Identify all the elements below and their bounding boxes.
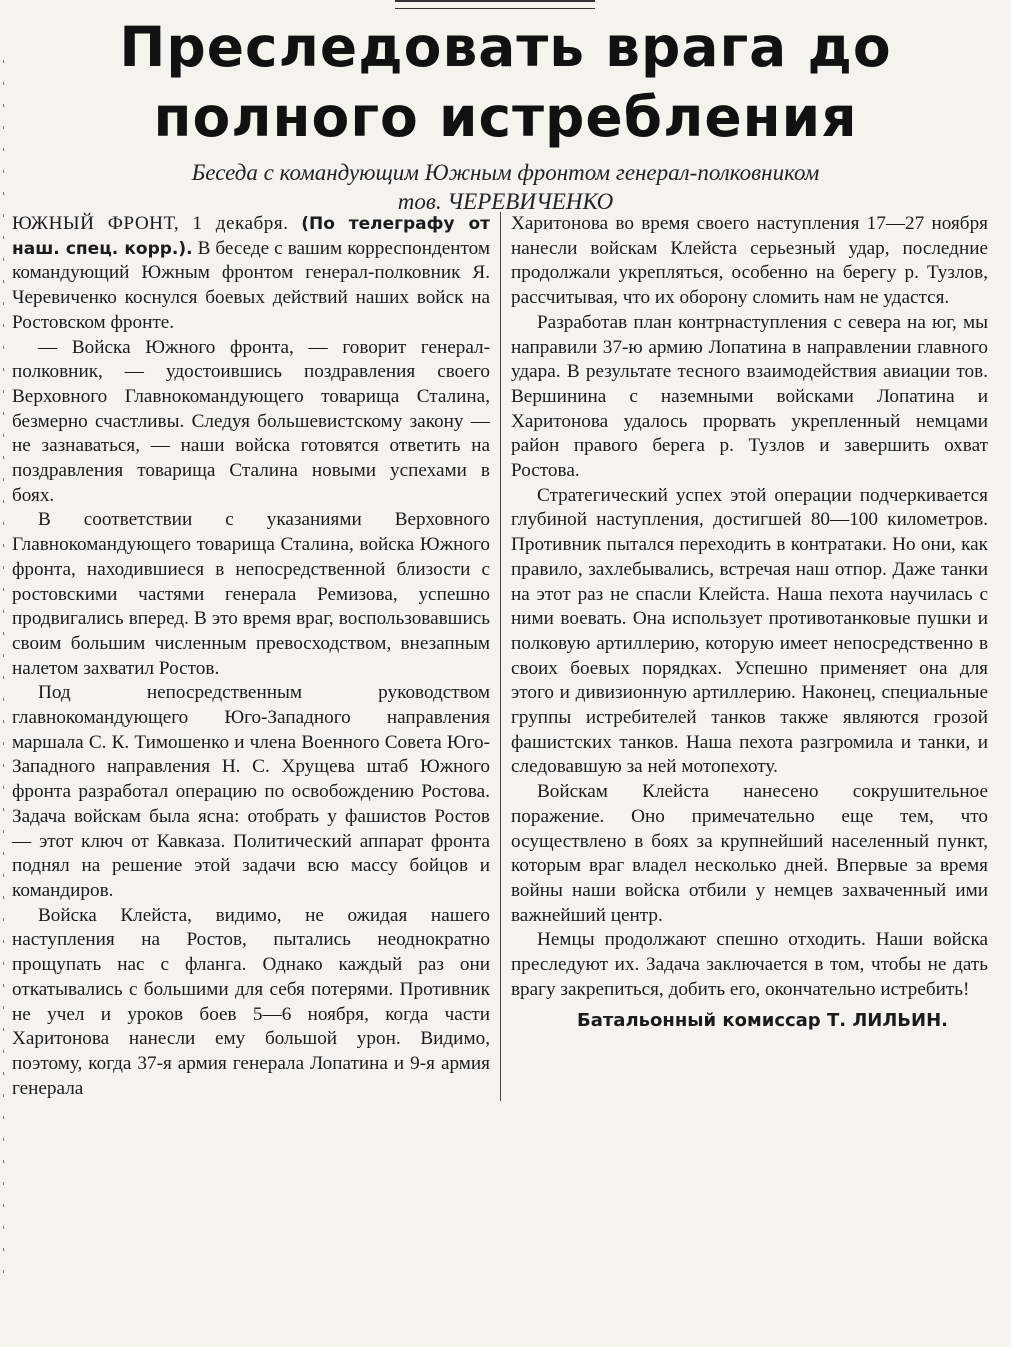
subheadline-line-2: тов. ЧЕРЕВИЧЕНКО — [397, 189, 614, 214]
lead-paragraph — [12, 212, 490, 336]
page-edge-rule — [3, 60, 4, 1290]
paragraph: Стратегический успех этой операции подчеркивается глубиной наступления, достигшей 80—100 километров. Противник пытался переходить в контратаки. Но они, как правило, захлебывались, встречая наш отпор. Даже танки на этот раз не спасли Клейста. Наша пехота научилась с ними воевать. Она использует противотанковые пушки и полковую артиллерию, которую имеет непосредственно в своих боевых порядках. Успешно применяет она для этого и дивизионную артиллерию. Наконец, специальные группы истребителей танков также являются грозой фашистских танков. Наша пехота разгромила и танки, и следовавшую за ней мотопехоту. — [511, 484, 988, 778]
subheadline — [10, 158, 1001, 216]
subheadline-line-1: Беседа с командующим Южным фронтом генерал-полковником — [191, 160, 820, 185]
headline-line-1: Преследовать врага до — [119, 15, 892, 79]
article-columns — [12, 212, 999, 1101]
paragraph: Немцы продолжают спешно отходить. Наши войска преследуют их. Задача заключается в том, чтобы не дать врагу закрепиться, добить его, окончательно истребить! — [511, 929, 988, 1000]
paragraph: Войска Клейста, видимо, не ожидая нашего наступления на Ростов, пытались неоднократно прощупать нас с фланга. Однако каждый раз они откатывались с большими для себя потерями. Противник не учел и уроков боев 5—6 ноября, когда части Харитонова нанесли ему большой урон. Видимо, поэтому, когда 37-я армия генерала Лопатина и 9-я армия генерала — [12, 904, 490, 1099]
dateline: ЮЖНЫЙ ФРОНТ, 1 декабря. — [12, 213, 289, 234]
paragraph: — Войска Южного фронта, — говорит генерал-полковник, — удостоившись поздравления своего Верховного Главнокомандующего товарища Сталина, безмерно счастливы. Следуя большевистскому закону — не зазнаваться, — наши войска готовятся ответить на поздравления товарища Сталина новыми успехами в боях. — [12, 336, 490, 506]
source-note: (По телеграфу от наш. спец. корр.). — [12, 214, 490, 259]
author-signature: Батальонный комиссар Т. ЛИЛЬИН. — [577, 1009, 948, 1031]
paragraph: Харитонова во время своего наступления 17—27 ноября нанесли войскам Клейста серьезный удар, последние продолжали укрепляться, особенно на берегу р. Тузлов, рассчитывая, что их оборону сломить нам не удастся. — [511, 213, 988, 309]
right-column — [500, 212, 988, 1101]
left-column — [12, 212, 500, 1101]
paragraph: В беседе с вашим корреспондентом командующий Южным фронтом генерал-полковник Я. Черевиченко коснулся боевых действий наших войск на Ростовском фронте. — [12, 237, 491, 333]
paragraph: В соответствии с указаниями Верховного Главнокомандующего товарища Сталина, войска Южного фронта, находившиеся в непосредственной близости с ростовскими частями генерала Ремизова, успешно продвигались вперед. В это время враг, воспользовавшись своим большим численным превосходством, внезапным налетом захватил Ростов. — [12, 509, 490, 679]
top-rule — [395, 0, 595, 9]
paragraph: Разработав план контрнаступления с севера на юг, мы направили 37-ю армию Лопатина в направлении главного удара. В результате тесного взаимодействия авиации тов. Вершинина с наземными войсками Лопатина и Харитонова удалось прорвать укрепленный немцами район правого берега р. Тузлов и завершить охват Ростова. — [511, 311, 988, 482]
headline — [10, 0, 1001, 152]
headline-line-2: полного истребления — [153, 85, 858, 149]
paragraph: Войскам Клейста нанесено сокрушительное поражение. Оно примечательно еще тем, что осуществлено в боях за крупнейший населенный пункт, которым враг владел несколько дней. Впервые за время войны наши войска отбили у немцев захваченный ими важнейший центр. — [511, 781, 988, 926]
paragraph: Под непосредственным руководством главнокомандующего Юго-Западного направления маршала С. К. Тимошенко и члена Военного Совета Юго-Западного направления Н. С. Хрущева штаб Южного фронта разработал операцию по освобождению Ростова. Задача войскам была ясна: отобрать у фашистов Ростов — этот ключ от Кавказа. Политический аппарат фронта поднял на решение этой задачи всю массу бойцов и командиров. — [12, 682, 490, 901]
